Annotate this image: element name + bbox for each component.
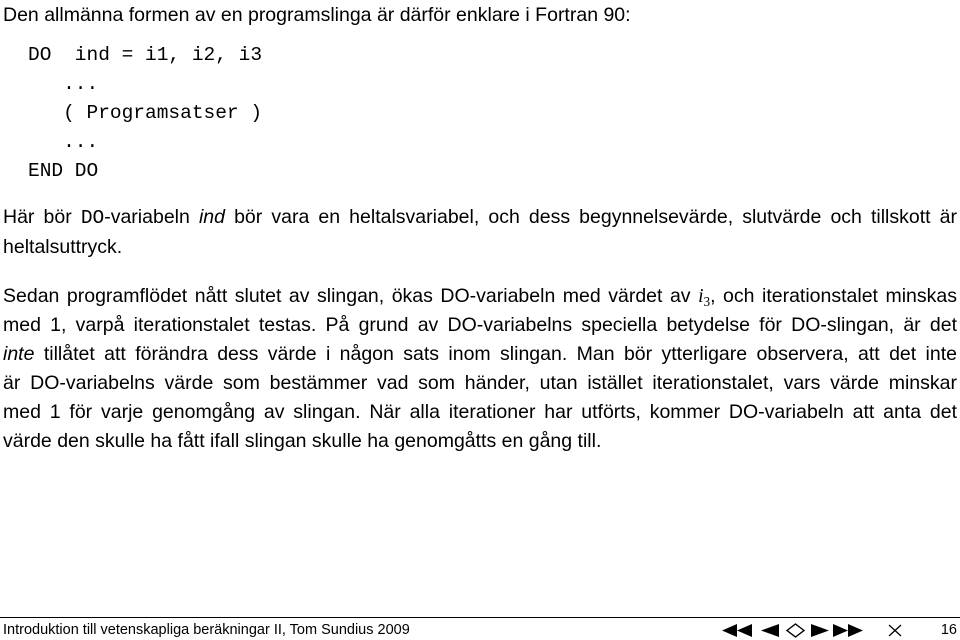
intro-text: Den allmänna formen av en programslinga är därför enklare i Fortran 90: xyxy=(3,4,631,26)
math-subscript: 3 xyxy=(703,293,711,309)
nav-next-button[interactable] xyxy=(811,624,829,637)
emphasis-inte: inte xyxy=(3,343,35,365)
diamond-icon xyxy=(786,623,805,638)
paragraph-2-line-4: är DO-variabelns värde som bestämmer vad som händer, utan istället iterationstalet, vars värde minskar xyxy=(3,372,957,394)
paragraph-2-line-3 xyxy=(3,340,957,369)
paragraph-2-line-2: med 1, varpå iterationstalet testas. På grund av DO-variabelns speciella betydelse för DO-slingan, är det xyxy=(3,314,957,336)
paragraph-2-line-6: värde den skulle ha fått ifall slingan skulle ha genomgåtts en gång till. xyxy=(3,430,602,452)
nav-close-button[interactable] xyxy=(888,624,902,637)
code-line-statements: ( Programsatser ) xyxy=(63,102,263,124)
page-number: 16 xyxy=(940,622,957,638)
left-arrow-icon xyxy=(761,624,779,637)
close-icon xyxy=(888,624,902,637)
code-line-do: DO ind = i1, i2, i3 xyxy=(28,44,263,66)
nav-previous-button[interactable] xyxy=(761,624,779,637)
paragraph-2 xyxy=(3,282,957,456)
text-segment: -variabeln xyxy=(104,206,199,228)
right-arrow-icon xyxy=(811,624,829,637)
text-segment: bör vara en heltalsvariabel, och dess begynnelsevärde, slutvärde och tillskott är xyxy=(224,206,958,228)
code-line-ellipsis: ... xyxy=(63,131,99,153)
text-segment: Här bör xyxy=(3,206,81,228)
paragraph-1 xyxy=(3,203,957,262)
double-left-arrow-icon xyxy=(722,624,752,637)
math-variable: i xyxy=(698,286,704,307)
nav-home-button[interactable] xyxy=(786,623,805,638)
text-segment: Sedan programflödet nått slutet av slingan, ökas DO-variabeln med värdet av xyxy=(3,285,699,307)
math-expression-i3 xyxy=(698,286,710,307)
code-line-ellipsis: ... xyxy=(63,73,99,95)
paragraph-2-line-1 xyxy=(3,282,957,311)
footer-rule xyxy=(0,617,960,618)
paragraph-1-line-1 xyxy=(3,203,957,233)
nav-first-button[interactable] xyxy=(722,624,752,637)
nav-last-button[interactable] xyxy=(833,624,863,637)
text-segment: , och iterationstalet minskas xyxy=(710,285,957,307)
paragraph-2-line-5: med 1 för varje genomgång av slingan. När alla iterationer har utförts, kommer DO-variabeln att anta det xyxy=(3,401,957,423)
double-right-arrow-icon xyxy=(833,624,863,637)
code-block xyxy=(28,41,262,186)
keyword-do: DO xyxy=(80,207,105,229)
intro-sentence xyxy=(3,1,957,30)
footer-title: Introduktion till vetenskapliga beräkningar II, Tom Sundius 2009 xyxy=(3,622,410,638)
paragraph-1-line-2: heltalsuttryck. xyxy=(3,236,123,258)
text-segment: tillåtet att förändra dess värde i någon sats inom slingan. Man bör ytterligare observera, att det inte xyxy=(34,343,957,365)
code-line-end-do: END DO xyxy=(28,160,99,182)
variable-ind: ind xyxy=(198,206,225,228)
